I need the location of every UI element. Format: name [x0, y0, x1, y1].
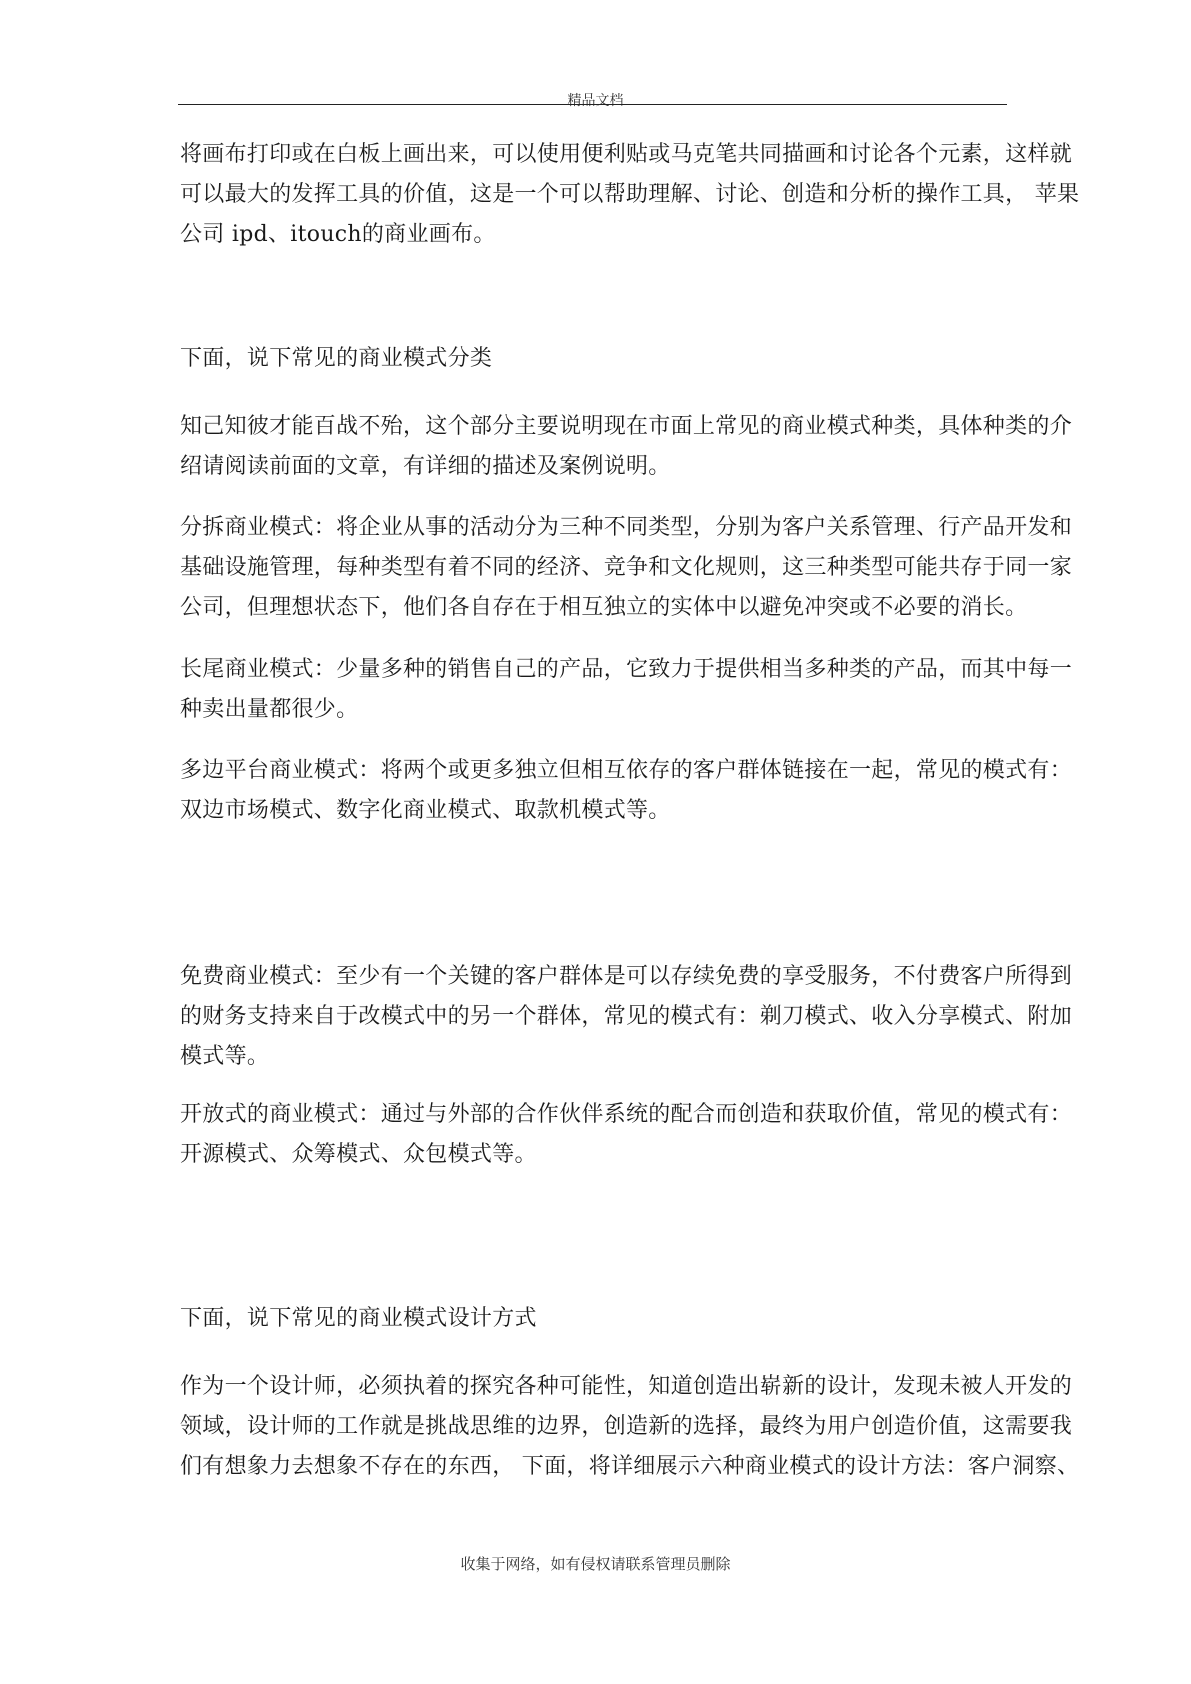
text-line: 公司，但理想状态下，他们各自存在于相互独立的实体中以避免冲突或不必要的消长。	[180, 595, 1028, 620]
paragraph-canvas-intro	[180, 135, 1130, 255]
text-line: 领域，设计师的工作就是挑战思维的边界，创造新的选择，最终为用户创造价值，这需要我	[180, 1414, 1073, 1439]
text-line: 绍请阅读前面的文章，有详细的描述及案例说明。	[180, 454, 671, 479]
text-line: 将画布打印或在白板上画出来，可以使用便利贴或马克笔共同描画和讨论各个元素，这样就	[180, 142, 1073, 167]
text-line: 基础设施管理，每种类型有着不同的经济、竞争和文化规则，这三种类型可能共存于同一家	[180, 555, 1073, 580]
text-line: 长尾商业模式：少量多种的销售自己的产品，它致力于提供相当多种类的产品，而其中每一	[180, 657, 1073, 682]
section-heading-design-methods	[180, 1299, 1130, 1339]
section-heading-model-types	[180, 339, 1130, 379]
text-line: 种卖出量都很少。	[180, 697, 359, 722]
paragraph-open-model	[180, 1095, 1130, 1175]
text-line: 模式等。	[180, 1044, 270, 1069]
text-line: 的财务支持来自于改模式中的另一个群体，常见的模式有：剃刀模式、收入分享模式、附加	[180, 1004, 1073, 1029]
paragraph-designer-role	[180, 1367, 1130, 1487]
paragraph-long-tail-model	[180, 650, 1130, 730]
text-line: 双边市场模式、数字化商业模式、取款机模式等。	[180, 798, 671, 823]
text-line: 知己知彼才能百战不殆，这个部分主要说明现在市面上常见的商业模式种类，具体种类的介	[180, 414, 1073, 439]
text-line: 公司 ipd、itouch的商业画布。	[180, 222, 496, 247]
paragraph-know-yourself	[180, 407, 1130, 487]
paragraph-multi-sided-platform	[180, 751, 1130, 831]
heading-line: 下面，说下常见的商业模式分类	[180, 346, 493, 371]
text-line: 开源模式、众筹模式、众包模式等。	[180, 1142, 537, 1167]
paragraph-free-model	[180, 957, 1130, 1077]
text-line: 作为一个设计师，必须执着的探究各种可能性，知道创造出崭新的设计，发现未被人开发的	[180, 1374, 1073, 1399]
text-line: 可以最大的发挥工具的价值，这是一个可以帮助理解、讨论、创造和分析的操作工具， 苹果	[180, 182, 1080, 207]
header-divider	[178, 104, 1007, 105]
text-line: 多边平台商业模式：将两个或更多独立但相互依存的客户群体链接在一起，常见的模式有：	[180, 758, 1073, 783]
text-line: 们有想象力去想象不存在的东西， 下面，将详细展示六种商业模式的设计方法：客户洞察、	[180, 1454, 1080, 1479]
text-line: 分拆商业模式：将企业从事的活动分为三种不同类型，分别为客户关系管理、行产品开发和	[180, 515, 1073, 540]
heading-line: 下面，说下常见的商业模式设计方式	[180, 1306, 537, 1331]
paragraph-unbundling-model	[180, 508, 1130, 628]
page-footer-note: 收集于网络，如有侵权请联系管理员删除	[460, 1555, 731, 1573]
page-header-title: 精品文档	[567, 93, 624, 109]
text-line: 免费商业模式：至少有一个关键的客户群体是可以存续免费的享受服务，不付费客户所得到	[180, 964, 1073, 989]
text-line: 开放式的商业模式：通过与外部的合作伙伴系统的配合而创造和获取价值，常见的模式有：	[180, 1102, 1073, 1127]
